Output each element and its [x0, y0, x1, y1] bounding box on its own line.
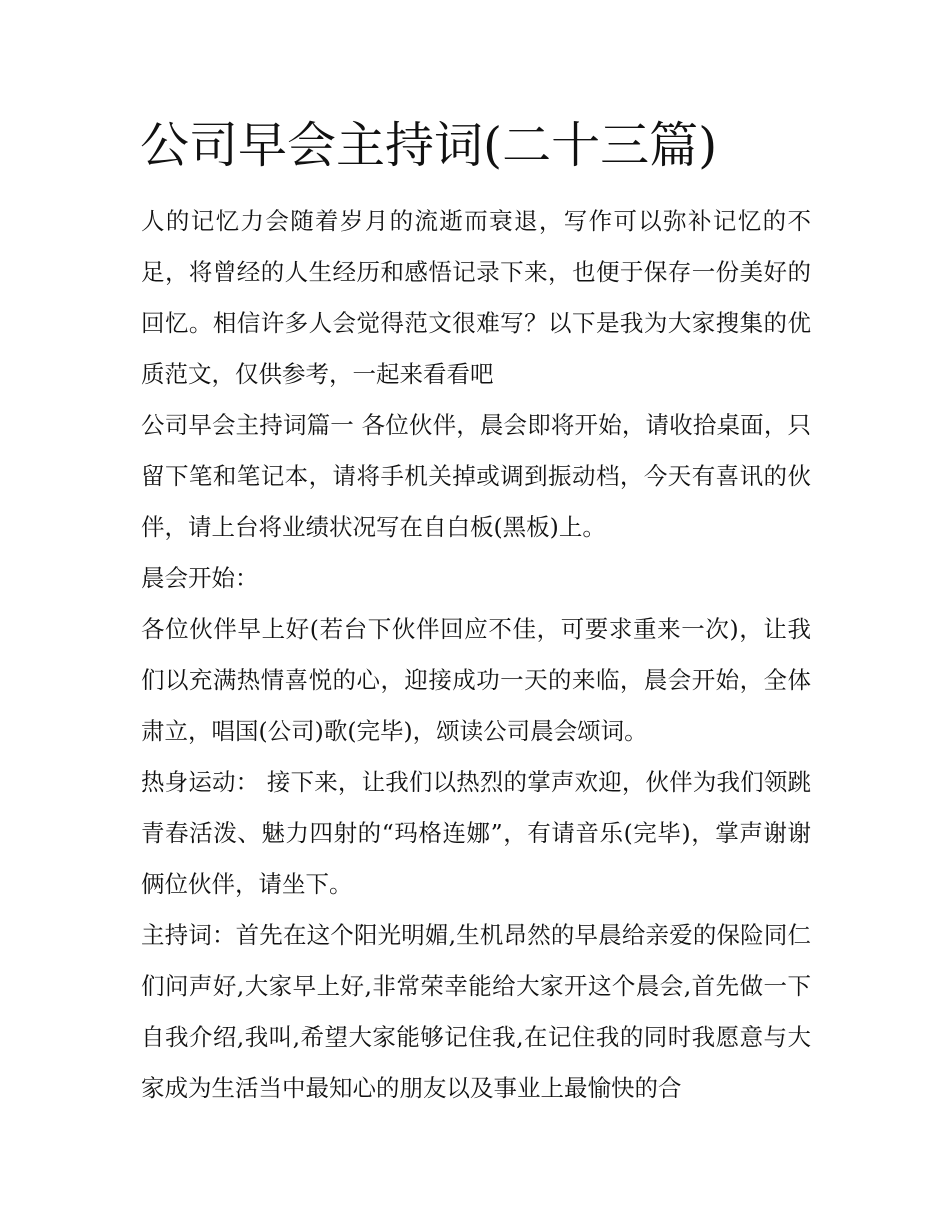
document-title: 公司早会主持词(二十三篇) [140, 117, 718, 174]
paragraph-section-one: 公司早会主持词篇一 各位伙伴，晨会即将开始，请收拾桌面，只留下笔和笔记本，请将手机关掉或调到振动档，今天有喜讯的伙伴，请上台将业绩状况写在自白板(黑板)上。 [141, 411, 811, 541]
paragraph-meeting-start: 晨会开始： [141, 564, 259, 592]
paragraph-greeting: 各位伙伴早上好(若台下伙伴回应不佳，可要求重来一次)，让我们以充满热情喜悦的心，迎接成功一天的来临，晨会开始，全体肃立，唱国(公司)歌(完毕)，颂读公司晨会颂词。 [141, 615, 811, 745]
document-body [141, 196, 811, 1114]
paragraph-intro: 人的记忆力会随着岁月的流逝而衰退，写作可以弥补记忆的不足，将曾经的人生经历和感悟记录下来，也便于保存一份美好的回忆。相信许多人会觉得范文很难写？以下是我为大家搜集的优质范文，仅供参考，一起来看看吧 [141, 207, 811, 388]
paragraph-warmup: 热身运动： 接下来，让我们以热烈的掌声欢迎，伙伴为我们领跳青春活泼、魅力四射的“玛格连娜”，有请音乐(完毕)，掌声谢谢俩位伙伴，请坐下。 [141, 768, 811, 898]
paragraph-host-speech: 主持词：首先在这个阳光明媚,生机昂然的早晨给亲爱的保险同仁们问声好,大家早上好,非常荣幸能给大家开这个晨会,首先做一下自我介绍,我叫,希望大家能够记住我,在记住我的同时我愿意与大家成为生活当中最知心的朋友以及事业上最愉快的合 [141, 921, 811, 1102]
